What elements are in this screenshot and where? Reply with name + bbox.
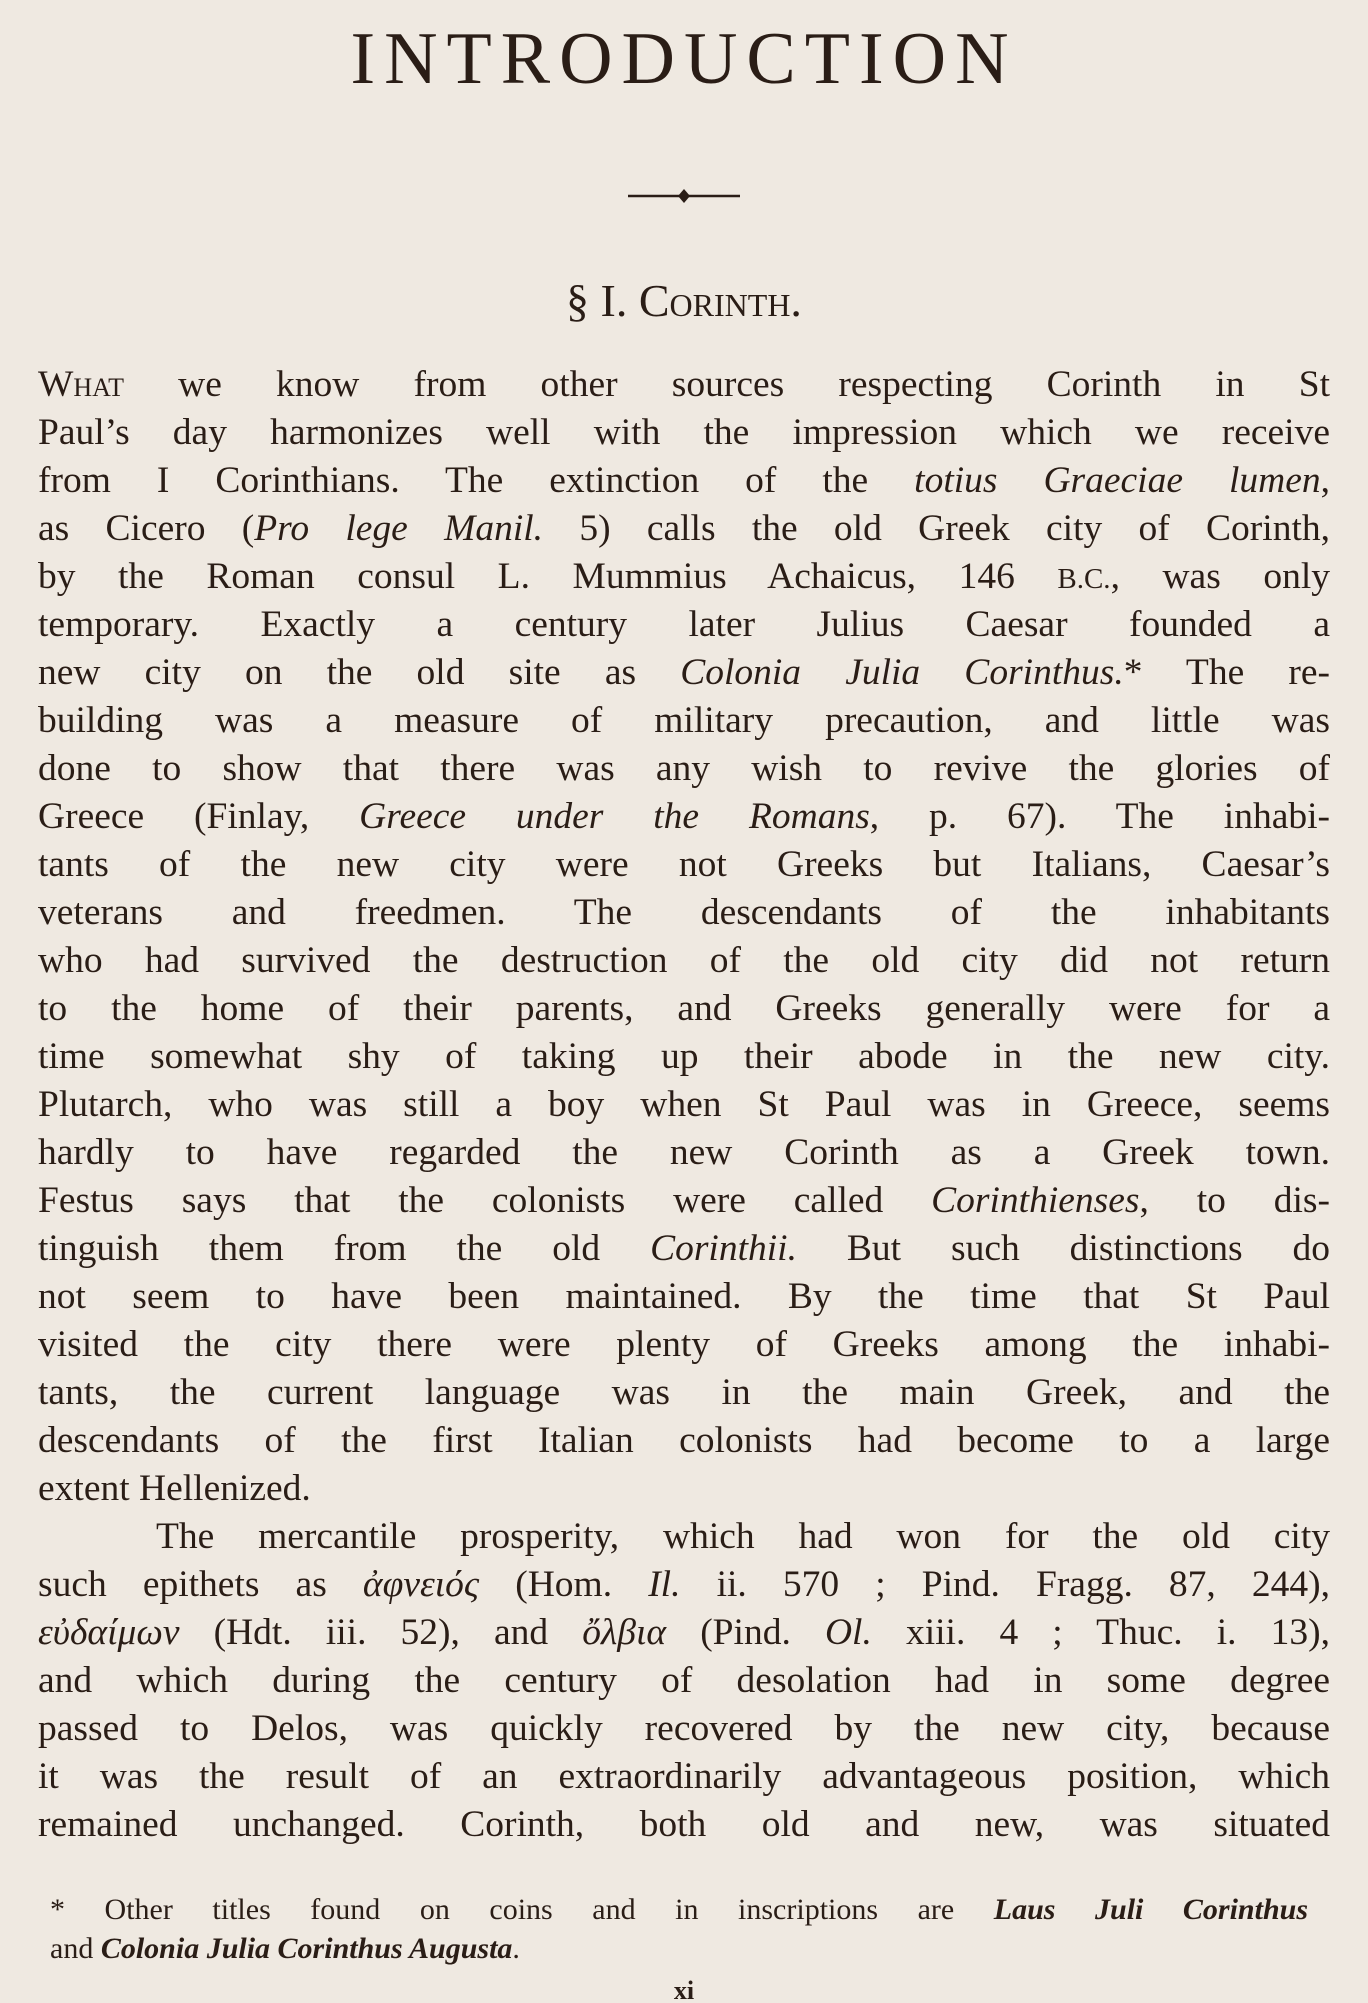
text-line: to the home of their parents, and Greeks generally were for a: [38, 988, 1330, 1029]
text-line: The mercantile prosperity, which had won for the old city: [156, 1516, 1330, 1557]
text-line: descendants of the first Italian colonists had become to a large: [38, 1420, 1330, 1461]
text-line: new city on the old site as Colonia Julia Corinthus.* The re-: [38, 652, 1330, 693]
text-line: time somewhat shy of taking up their abode in the new city.: [38, 1036, 1330, 1077]
text-line: such epithets as ἀφνειός (Hom. Il. ii. 570 ; Pind. Fragg. 87, 244),: [38, 1564, 1330, 1605]
text-line: as Cicero (Pro lege Manil. 5) calls the old Greek city of Corinth,: [38, 508, 1330, 549]
section-title: Corinth.: [638, 275, 802, 326]
section-number: § I.: [566, 275, 628, 326]
ornament-divider: [628, 186, 740, 206]
text-line: building was a measure of military precaution, and little was: [38, 700, 1330, 741]
text-line: Paul’s day harmonizes well with the impression which we receive: [38, 412, 1330, 453]
text-line: done to show that there was any wish to revive the glories of: [38, 748, 1330, 789]
text-line: and which during the century of desolation had in some degree: [38, 1660, 1330, 1701]
text-line: extent Hellenized.: [38, 1468, 311, 1509]
text-line: Plutarch, who was still a boy when St Paul was in Greece, seems: [38, 1084, 1330, 1125]
footnote-line: and Colonia Julia Corinthus Augusta.: [50, 1932, 520, 1965]
text-line: not seem to have been maintained. By the time that St Paul: [38, 1276, 1330, 1317]
text-line: by the Roman consul L. Mummius Achaicus, 146 B.C., was only: [38, 556, 1330, 597]
text-line: Festus says that the colonists were called Corinthienses, to dis-: [38, 1180, 1330, 1221]
page-signature: xi: [673, 1978, 695, 2003]
text-line: tinguish them from the old Corinthii. But such distinctions do: [38, 1228, 1330, 1269]
text-line: visited the city there were plenty of Greeks among the inhabi-: [38, 1324, 1330, 1365]
text-line: εὐδαίμων (Hdt. iii. 52), and ὄλβια (Pind. Ol. xiii. 4 ; Thuc. i. 13),: [38, 1612, 1330, 1653]
text-line: temporary. Exactly a century later Julius Caesar founded a: [38, 604, 1330, 645]
text-line: veterans and freedmen. The descendants of the inhabitants: [38, 892, 1330, 933]
text-line: passed to Delos, was quickly recovered by the new city, because: [38, 1708, 1330, 1749]
text-line: remained unchanged. Corinth, both old and new, was situated: [38, 1804, 1330, 1845]
text-line: from I Corinthians. The extinction of the totius Graeciae lumen,: [38, 460, 1330, 501]
page-title: INTRODUCTION: [350, 18, 1018, 100]
text-line: hardly to have regarded the new Corinth as a Greek town.: [38, 1132, 1330, 1173]
footnote-line: * Other titles found on coins and in inscriptions are Laus Juli Corinthus: [50, 1893, 1308, 1926]
text-line: tants of the new city were not Greeks but Italians, Caesar’s: [38, 844, 1330, 885]
text-line: Greece (Finlay, Greece under the Romans, p. 67). The inhabi-: [38, 796, 1330, 837]
text-line: who had survived the destruction of the old city did not return: [38, 940, 1330, 981]
text-line: What we know from other sources respecting Corinth in St: [38, 364, 1330, 405]
text-line: tants, the current language was in the main Greek, and the: [38, 1372, 1330, 1413]
text-line: it was the result of an extraordinarily advantageous position, which: [38, 1756, 1330, 1797]
section-heading: [0, 275, 1368, 326]
